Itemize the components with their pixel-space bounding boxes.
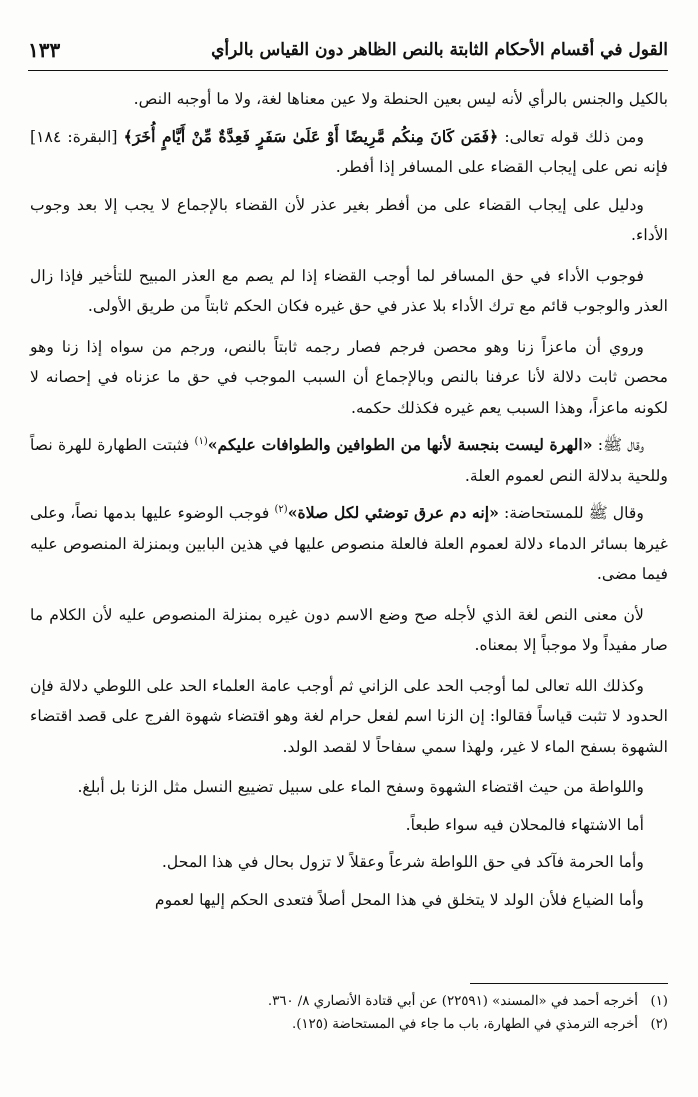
paragraph: فوجوب الأداء في حق المسافر لما أوجب القضاء إذا لم يصم مع العذر المبيح للتأخير فإذا زال العذر والوجوب قائم مع ترك الأداء بلا عذر في حق غيره فكان الحكم ثابتاً من طريق الأولى. bbox=[30, 265, 668, 315]
paragraph: لأن معنى النص لغة الذي لأجله صح وضع الاسم دون غيره بمنزلة المنصوص عليه لأن الكلام ما صار مفيداً ولا موجباً إلا بمعناه. bbox=[30, 604, 668, 654]
footnote-number: (٢) bbox=[650, 1017, 668, 1032]
text-span: وقال ﷺ: bbox=[597, 435, 644, 454]
hadith-quote: «الهرة ليست بنجسة لأنها من الطوافين والطوافات عليكم» bbox=[207, 435, 593, 454]
paragraph: وروي أن ماعزاً زنا وهو محصن فرجم فصار رجمه ثابتاً بالنص، ورجم من سواه إذا زنا وهو محصن ثابت دلالة لأنا عرفنا بالنص وبالإجماع أن السبب الموجب في حق ما عزناه في إحصانه لا لكونه ماعزاً، وهذا السبب يعم غيره فكذلك حكمه. bbox=[30, 336, 668, 417]
paragraph bbox=[30, 122, 668, 183]
text-span: وقال ﷺ للمستحاضة: bbox=[503, 503, 645, 522]
page-number: ١٣٣ bbox=[28, 38, 61, 62]
text-span: فثبتت الطهارة للهرة نصاً وللحية بدلالة النص لعموم العلة. bbox=[30, 435, 668, 485]
footnote-marker[interactable]: (٢) bbox=[274, 503, 288, 515]
text-span: ومن ذلك قوله تعالى: bbox=[504, 126, 645, 146]
paragraph: وأما الضياع فلأن الولد لا يتخلق في هذا المحل أصلاً فتعدى الحكم إليها لعموم bbox=[154, 889, 644, 909]
footnote-number: (١) bbox=[650, 994, 668, 1009]
paragraph: بالكيل والجنس بالرأي لأنه ليس بعين الحنطة ولا عين معناها لغة، ولا ما أوجبه النص. bbox=[133, 89, 668, 108]
footnote-marker[interactable]: (١) bbox=[194, 435, 208, 447]
quran-verse: ﴿فَمَن كَانَ مِنكُم مَّرِيضًا أَوْ عَلَىٰ سَفَرٍ فَعِدَّةٌ مِّنْ أَيَّامٍ أُخَرَ﴾ bbox=[123, 126, 499, 146]
hadith-quote: «إنه دم عرق توضئي لكل صلاة» bbox=[287, 503, 499, 522]
paragraph: واللواطة من حيث اقتضاء الشهوة وسفح الماء على سبيل تضييع النسل مثل الزنا بل أبلغ. bbox=[77, 777, 644, 796]
paragraph: أما الاشتهاء فالمحلان فيه سواء طبعاً. bbox=[405, 814, 644, 834]
footnote-text: أخرجه الترمذي في الطهارة، باب ما جاء في المستحاضة (١٢٥). bbox=[291, 1017, 638, 1032]
paragraph bbox=[30, 498, 668, 590]
text-span: فوجب الوضوء عليها بدمها نصاً، وعلى غيرها بسائر الدماء دلالة لعموم العلة فالعلة منصوص عليها في هذين البابين وبمنزلة المنصوص عليه فيما مضى. bbox=[30, 503, 668, 583]
text-span: فإنه نص على إيجاب القضاء على المسافر إذا أفطر. bbox=[335, 157, 668, 176]
footnote bbox=[30, 990, 668, 1013]
verse-reference: [البقرة: ١٨٤] bbox=[30, 126, 118, 146]
footnotes bbox=[30, 990, 668, 1036]
running-header bbox=[28, 30, 668, 71]
paragraph: وأما الحرمة فآكد في حق اللواطة شرعاً وعقلاً لا تزول بحال في هذا المحل. bbox=[161, 852, 644, 871]
footnote bbox=[30, 1013, 668, 1036]
paragraph: ودليل على إيجاب القضاء على من أفطر بغير عذر لأن القضاء بالإجماع لا يجب إلا بعد وجوب الأداء. bbox=[30, 194, 668, 244]
paragraph bbox=[30, 430, 668, 491]
main-text bbox=[30, 84, 668, 922]
running-title: القول في أقسام الأحكام الثابتة بالنص الظاهر دون القياس بالرأي bbox=[211, 40, 668, 60]
footnote-text: أخرجه أحمد في «المسند» (٢٢٥٩١) عن أبي قتادة الأنصاري ٨/ ٣٦٠. bbox=[267, 994, 638, 1009]
paragraph: وكذلك الله تعالى لما أوجب الحد على الزاني ثم أوجب عامة العلماء الحد على اللوطي دلالة فإن الحدود لا تثبت قياساً فقالوا: إن الزنا اسم لفعل حرام لغة وهو اقتضاء شهوة الفرج على قصد اقتضاء الشهوة بسفح الماء لا غير، ولهذا سمي سفاحاً لا لقصد الولد. bbox=[30, 675, 668, 756]
footnote-divider bbox=[470, 983, 668, 984]
